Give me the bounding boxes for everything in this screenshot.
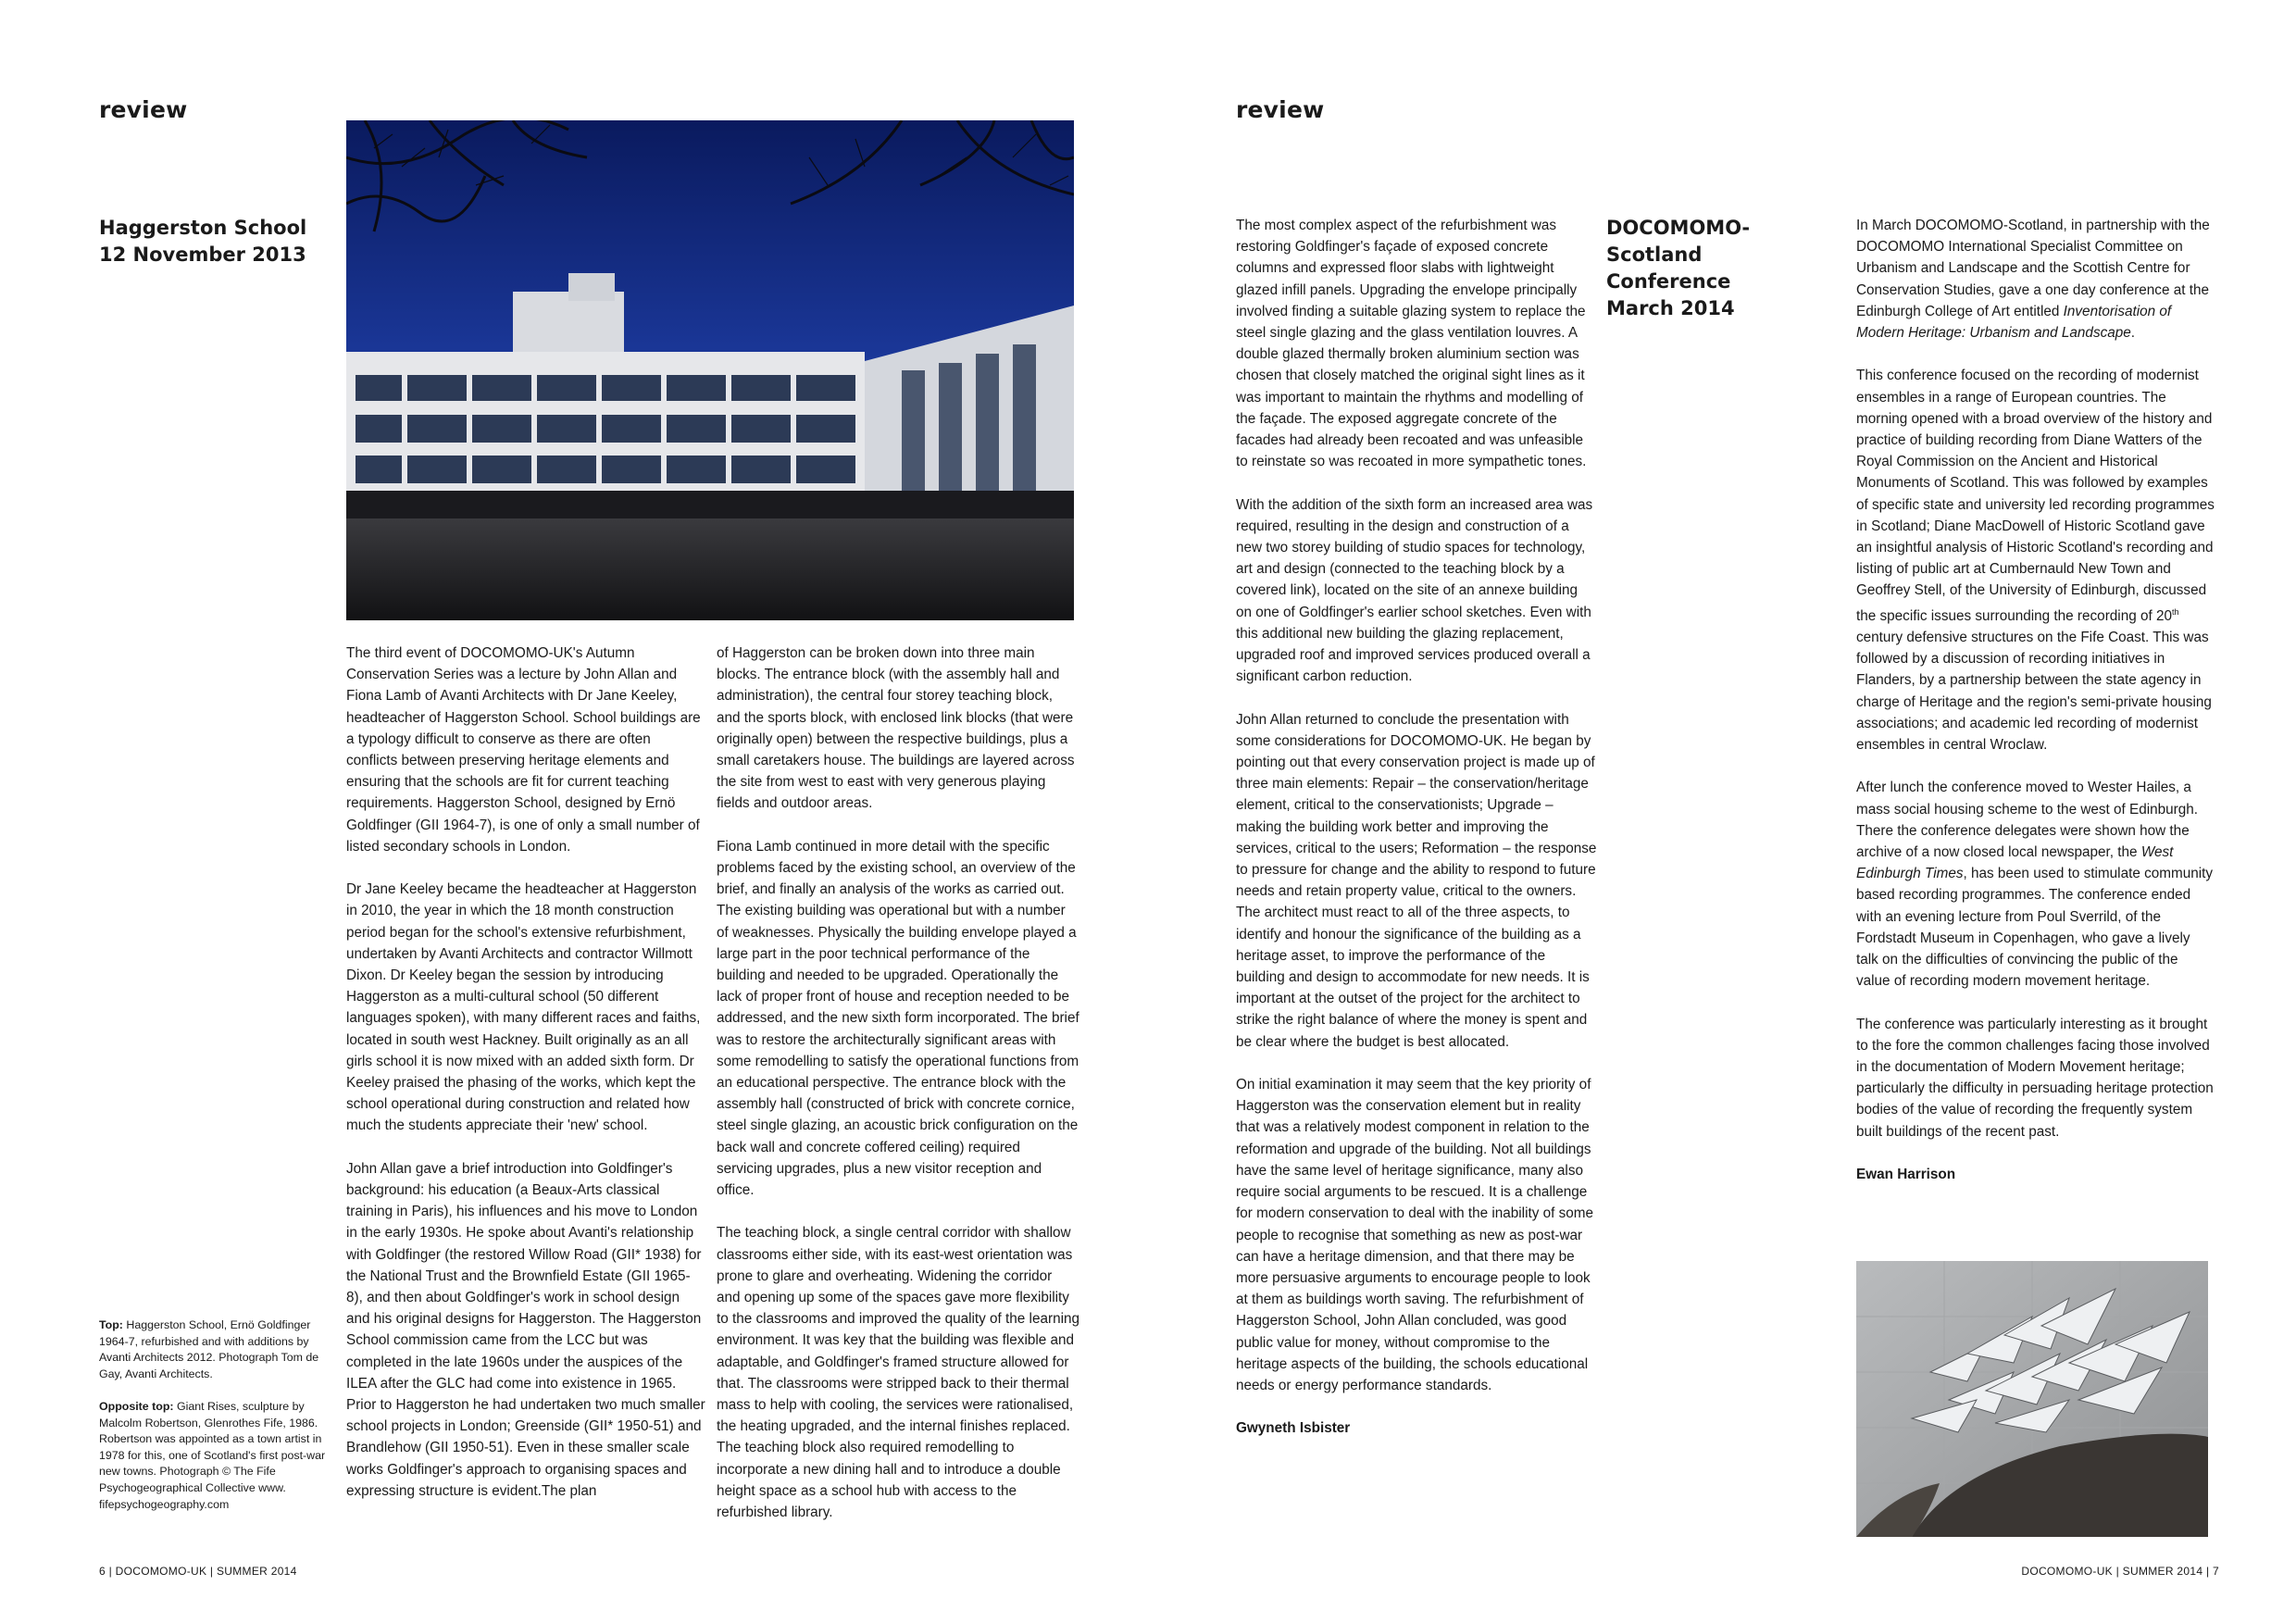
caption-top-label: Top: [99,1318,123,1331]
text-run: . [2130,325,2136,342]
paragraph [1856,365,2215,755]
paragraph [1856,777,2215,992]
paragraph: The conference was particularly interesting as it brought to the fore the common challenges facing those involved in the documentation of Modern Movement heritage; particularly the difficulty in persuading heritage protection bodies of the value of recording the frequently system built buildings of the recent past. [1856,1016,2214,1140]
paragraph: The teaching block, a single central corridor with shallow classrooms either side, with its east-west orientation was prone to glare and overheating. Widening the corridor and opening up some of the spaces gave more flexibility to the classrooms and improved the quality of the learning environment. It was key that the building was flexible and adaptable, and Goldfinger's framed structure allowed for that. The classrooms were stripped back to their thermal mass to help with cooling, the services were rationalised, the heating upgraded, and the internal finishes replaced. The teaching block also required remodelling to incorporate a new dining hall and to introduce a double height space as a school hub with access to the refurbished library. [717,1225,1079,1521]
left-page-footer: 6 | DOCOMOMO-UK | SUMMER 2014 [99,1565,297,1578]
caption-top-text: Haggerston School, Ernö Goldfinger 1964-7, refurbished and with additions by Avanti Architects 2012. Photograph Tom de Gay, Avanti Architects. [99,1318,319,1380]
photo-haggerston-school-icon [346,120,1074,620]
article-column-2 [717,643,1079,1523]
right-section-label: review [1236,96,1325,123]
right-page-footer: DOCOMOMO-UK | SUMMER 2014 | 7 [2021,1565,2219,1578]
text-run: century defensive structures on the Fife Coast. This was followed by a discussion of recording initiatives in Flanders, by a partnership between the state agency in charge of Heritage and the region's semi-private housing associations; and academic led recording of modernist ensembles in central Wroclaw. [1856,629,2212,753]
caption-opposite-text: Giant Rises, sculpture by Malcolm Robertson, Glenrothes Fife, 1986. Robertson was appointed as a town artist in 1978 for this, one of Scotland's first post-war new towns. Photograph © The Fife Psychogeographical Collective www. fifepsychogeography.com [99,1399,326,1511]
text-run: After lunch the conference moved to Wester Hailes, a mass social housing scheme to the west of Edinburgh. There the conference delegates were shown how the archive of a now closed local newspaper, the [1856,780,2199,860]
left-section-label: review [99,96,188,123]
heading2-line1: DOCOMOMO-Scotland [1606,217,1751,266]
author-signature: Ewan Harrison [1856,1166,1956,1182]
caption-opposite-label: Opposite top: [99,1399,174,1413]
article-column-4 [1856,215,2215,1185]
author-signature: Gwyneth Isbister [1236,1420,1351,1437]
caption-opposite [99,1399,342,1513]
article-heading-haggerston [99,215,340,268]
superscript: th [2171,606,2179,617]
heading-title: Haggerston School [99,217,307,239]
italic-title: West Edinburgh Times [1856,843,2174,882]
article-column-1 [346,643,705,1502]
paragraph: On initial examination it may seem that the key priority of Haggerston was the conservation element but in reality that was a relatively modest component in relation to the reformation and upgrade of the building. Not all buildings have the same level of heritage significance, many also require social arguments to be rescued. It is a challenge for modern conservation to deal with the inability of some people to recognise that something as new as post-war can have a heritage dimension, and that there may be more persuasive arguments to encourage people to look at them as buildings worth saving. The refurbishment of Haggerston School, John Allan concluded, was good public value for money, without compromise to the heritage aspects of the building, the schools educational needs or energy performance standards. [1236,1077,1594,1393]
heading2-line2: Conference [1606,270,1731,293]
italic-title: Inventorisation of Modern Heritage: Urbanism and Landscape [1856,303,2172,342]
caption-top [99,1317,342,1382]
paragraph: John Allan gave a brief introduction into Goldfinger's background: his education (a Beaux-Arts classical training in Paris), his influences and his move to London in the early 1930s. He spoke about Avanti's relationship with Goldfinger (the restored Willow Road (GII* 1938) for the National Trust and the Brownfield Estate (GII 1965-8), and then about Goldfinger's work in school design and his original designs for Haggerston. The Haggerston School commission came from the LCC but was completed in the late 1960s under the auspices of the ILEA after the GLC had come into existence in 1965. Prior to Haggerston he had undertaken two much smaller school projects in London; Greenside (GII* 1950-51) and Brandlehow (GII 1950-51). Even in these smaller scale works Goldfinger's approach to organising spaces and expressing structure is evident.The plan [346,1160,705,1499]
paragraph: of Haggerston can be broken down into three main blocks. The entrance block (with the assembly hall and administration), the central four storey teaching block, and the sports block, with enclosed link blocks (that were originally open) between the respective buildings, plus a small caretakers house. The buildings are layered across the site from west to east with very generous playing fields and outdoor areas. [717,645,1075,812]
giant-rises-sculpture-photo [1856,1261,2208,1537]
paragraph: The third event of DOCOMOMO-UK's Autumn Conservation Series was a lecture by John Allan and Fiona Lamb of Avanti Architects with Dr Jane Keeley, headteacher of Haggerston School. School buildings are a typology difficult to conserve as there are often conflicts between preserving heritage elements and ensuring that the schools are fit for current teaching requirements. Haggerston School, designed by Ernö Goldfinger (GII 1964-7), is one of only a small number of listed secondary schools in London. [346,645,701,855]
article-column-3 [1236,215,1597,1440]
paragraph: Dr Jane Keeley became the headteacher at Haggerston in 2010, the year in which the 18 month construction period began for the school's extensive refurbishment, undertaken by Avanti Architects and contractor Willmott Dixon. Dr Keeley began the session by introducing Haggerston as a multi-cultural school (50 different languages spoken), with many different races and faiths, located in south west Hackney. Built originally as an all girls school it is now mixed with an added sixth form. Dr Keeley praised the phasing of the works, which kept the school operational during construction and related how much the students appreciate their 'new' school. [346,881,701,1134]
heading-date: 12 November 2013 [99,243,306,266]
paragraph: With the addition of the sixth form an increased area was required, resulting in the design and construction of a new two storey building of studio spaces for technology, art and design (connected to the teaching block by a covered link), located on the site of an annexe building on one of Goldfinger's earlier school sketches. Even with this additional new building the glazing replacement, upgraded roof and improved services produced overall a significant carbon reduction. [1236,496,1593,685]
text-run: In March DOCOMOMO-Scotland, in partnership with the DOCOMOMO International Specialist Committee on Urbanism and Landscape and the Scottish Centre for Conservation Studies, gave a one day conference at the Edinburgh College of Art entitled [1856,218,2210,319]
photo-giant-rises-sculpture-icon [1856,1261,2208,1537]
text-run: This conference focused on the recording of modernist ensembles in a range of European countries. The morning opened with a broad overview of the history and practice of building recording from Diane Watters of the Royal Commission on the Ancient and Historical Monuments of Scotland. This was followed by examples of specific state and university led recording programmes in Scotland; Diane MacDowell of Historic Scotland gave an insightful analysis of Historic Scotland's recording and listing of public art at Cumbernauld New Town and Geoffrey Stell, of the University of Edinburgh, discussed the specific issues surrounding the recording of 20 [1856,368,2215,624]
paragraph [1856,215,2215,343]
haggerston-school-photo [346,120,1074,620]
photo-captions [99,1317,342,1513]
article-heading-docomomo-scotland [1606,215,1838,322]
paragraph: The most complex aspect of the refurbishment was restoring Goldfinger's façade of exposed concrete columns and expressed floor slabs with lightweight glazed infill panels. Upgrading the envelope principally involved finding a suitable glazing system to replace the steel single glazing and the glass ventilation louvres. A double glazed thermally broken aluminium section was chosen that closely matched the original sight lines as it was important to maintain the rhythms and modelling of the façade. The exposed aggregate concrete of the facades had already been recoated and was unfeasible to reinstate so was recoated in more sympathetic tones. [1236,218,1587,470]
text-run: , has been used to stimulate community based recording programmes. The conference ended with an evening lecture from Poul Sverrild, of the Fordstadt Museum in Copenhagen, who gave a lively talk on the difficulties of convincing the public of the value of recording modern movement heritage. [1856,866,2214,990]
paragraph: John Allan returned to conclude the presentation with some considerations for DOCOMOMO-UK. He began by pointing out that every conservation project is made up of three main elements: Repair – the conservation/heritage element, critical to the conservationists; Upgrade – making the building work better and improving the services, critical to the users; Reformation – the response to pressure for change and the ability to respond to future needs and retain property value, critical to the owners. The architect must react to all of the three aspects, to identify and honour the significance of the building as a heritage asset, to improve the performance of the building and design to accommodate for new needs. It is important at the outset of the project for the architect to strike the right balance of where the money is spent and be clear where the budget is best allocated. [1236,711,1597,1050]
heading2-line3: March 2014 [1606,297,1735,319]
paragraph: Fiona Lamb continued in more detail with the specific problems faced by the existing school, an overview of the brief, and finally an analysis of the works as carried out. The existing building was operational but with a number of weaknesses. Physically the building envelope played a large part in the poor technical performance of the building and needed to be upgraded. Operationally the lack of proper front of house and reception needed to be addressed, and the new sixth form incorporated. The brief was to restore the architecturally significant areas with some remodelling to satisfy the operational functions from an educational perspective. The entrance block with the assembly hall (constructed of brick with concrete cornice, steel single glazing, an acoustic brick configuration on the back wall and concrete coffered ceiling) required servicing upgrades, plus a new visitor reception and office. [717,838,1079,1199]
